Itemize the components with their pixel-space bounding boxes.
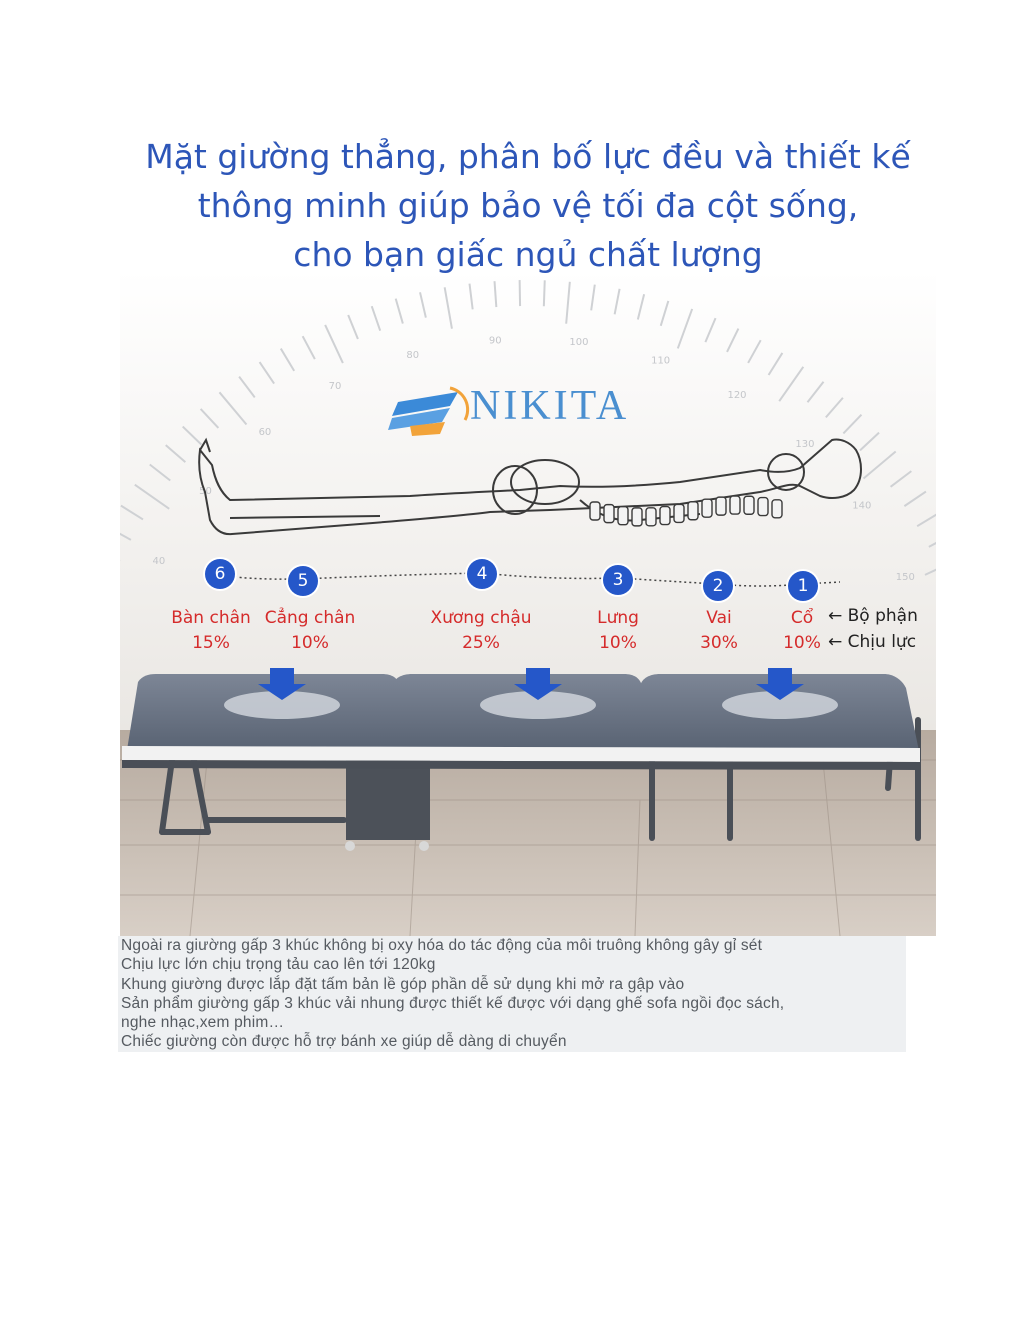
vertebra xyxy=(674,504,684,522)
vertebra xyxy=(618,507,628,525)
point-label-2 xyxy=(700,606,738,656)
vertebra xyxy=(660,507,670,525)
legend-load: ← Chịu lực xyxy=(828,632,917,652)
vertebra xyxy=(744,496,754,514)
vertebra xyxy=(604,505,614,523)
description-line-6: Chiếc giường còn được hỗ trợ bánh xe giúp dễ dàng di chuyển xyxy=(121,1033,567,1051)
vertebra xyxy=(590,502,600,520)
scale-tick-label: 150 xyxy=(895,572,915,584)
point-badge-6: 6 xyxy=(205,559,235,589)
point-part-5: Cẳng chân xyxy=(264,608,356,628)
point-badge-5: 5 xyxy=(288,566,318,596)
description-line-1: Ngoài ra giường gấp 3 khúc không bị oxy hóa do tác động của môi truông không gây gỉ sét xyxy=(121,937,763,954)
point-label-5 xyxy=(265,606,356,656)
vertebra xyxy=(646,508,656,526)
description-line-2: Chịu lực lớn chịu trọng tảu cao lên tới 120kg xyxy=(121,956,436,974)
point-badge-3: 3 xyxy=(603,565,633,595)
scale-tick-label: 50 xyxy=(199,486,212,498)
vertebra xyxy=(688,502,698,520)
point-part-6: Bàn chân xyxy=(171,608,251,628)
description-line-5: nghe nhạc,xem phim… xyxy=(121,1014,285,1032)
point-load-6: 15% xyxy=(192,633,230,653)
headline-line-2: thông minh giúp bảo vệ tối đa cột sống, xyxy=(197,186,859,225)
point-load-1: 10% xyxy=(783,633,821,653)
scale-tick-label: 80 xyxy=(406,350,420,362)
vertebra xyxy=(632,508,642,526)
scale-tick-label: 60 xyxy=(258,427,272,439)
product-description xyxy=(118,936,906,1052)
vertebra xyxy=(758,498,768,516)
point-label-1 xyxy=(783,606,821,656)
product-infographic xyxy=(120,120,936,936)
bed-storage-box xyxy=(346,760,430,840)
headline-line-1: Mặt giường thẳng, phân bố lực đều và thiết kế xyxy=(145,137,911,176)
scale-tick-label: 130 xyxy=(795,438,815,450)
scale-tick xyxy=(544,280,545,306)
point-label-6 xyxy=(171,606,251,656)
scale-tick-label: 70 xyxy=(328,381,342,393)
scale-tick-label: 90 xyxy=(488,335,502,347)
legend-part: ← Bộ phận xyxy=(828,606,918,626)
infographic-headline xyxy=(120,132,936,279)
point-part-2: Vai xyxy=(706,608,732,628)
point-load-4: 25% xyxy=(462,633,500,653)
point-part-4: Xương chậu xyxy=(430,608,532,628)
description-line-4: Sản phẩm giường gấp 3 khúc vải nhung được thiết kế được với dạng ghế sofa ngồi đọc sách, xyxy=(121,994,785,1012)
nikita-logo-text: NIKITA xyxy=(470,383,630,429)
point-part-3: Lưng xyxy=(597,608,639,628)
scale-tick-label: 100 xyxy=(569,337,589,349)
vertebra xyxy=(702,499,712,517)
scale-tick-label: 110 xyxy=(651,355,671,367)
vertebra xyxy=(772,500,782,518)
vertebra xyxy=(716,497,726,515)
point-badge-4: 4 xyxy=(467,559,497,589)
point-badge-1: 1 xyxy=(788,571,818,601)
point-load-5: 10% xyxy=(291,633,329,653)
scale-tick-label: 40 xyxy=(152,555,166,567)
headline-line-3: cho bạn giấc ngủ chất lượng xyxy=(293,235,763,274)
scale-tick-label: 120 xyxy=(727,390,747,402)
point-load-2: 30% xyxy=(700,633,738,653)
point-label-4 xyxy=(430,606,531,656)
point-label-3 xyxy=(597,606,639,656)
vertebra xyxy=(730,496,740,514)
scale-tick-label: 140 xyxy=(852,500,872,512)
point-load-3: 10% xyxy=(599,633,637,653)
point-badge-2: 2 xyxy=(703,571,733,601)
point-part-1: Cổ xyxy=(790,608,814,628)
description-line-3: Khung giường được lắp đặt tấm bản lề góp phần dễ sử dụng khi mở ra gập vào xyxy=(121,975,685,993)
